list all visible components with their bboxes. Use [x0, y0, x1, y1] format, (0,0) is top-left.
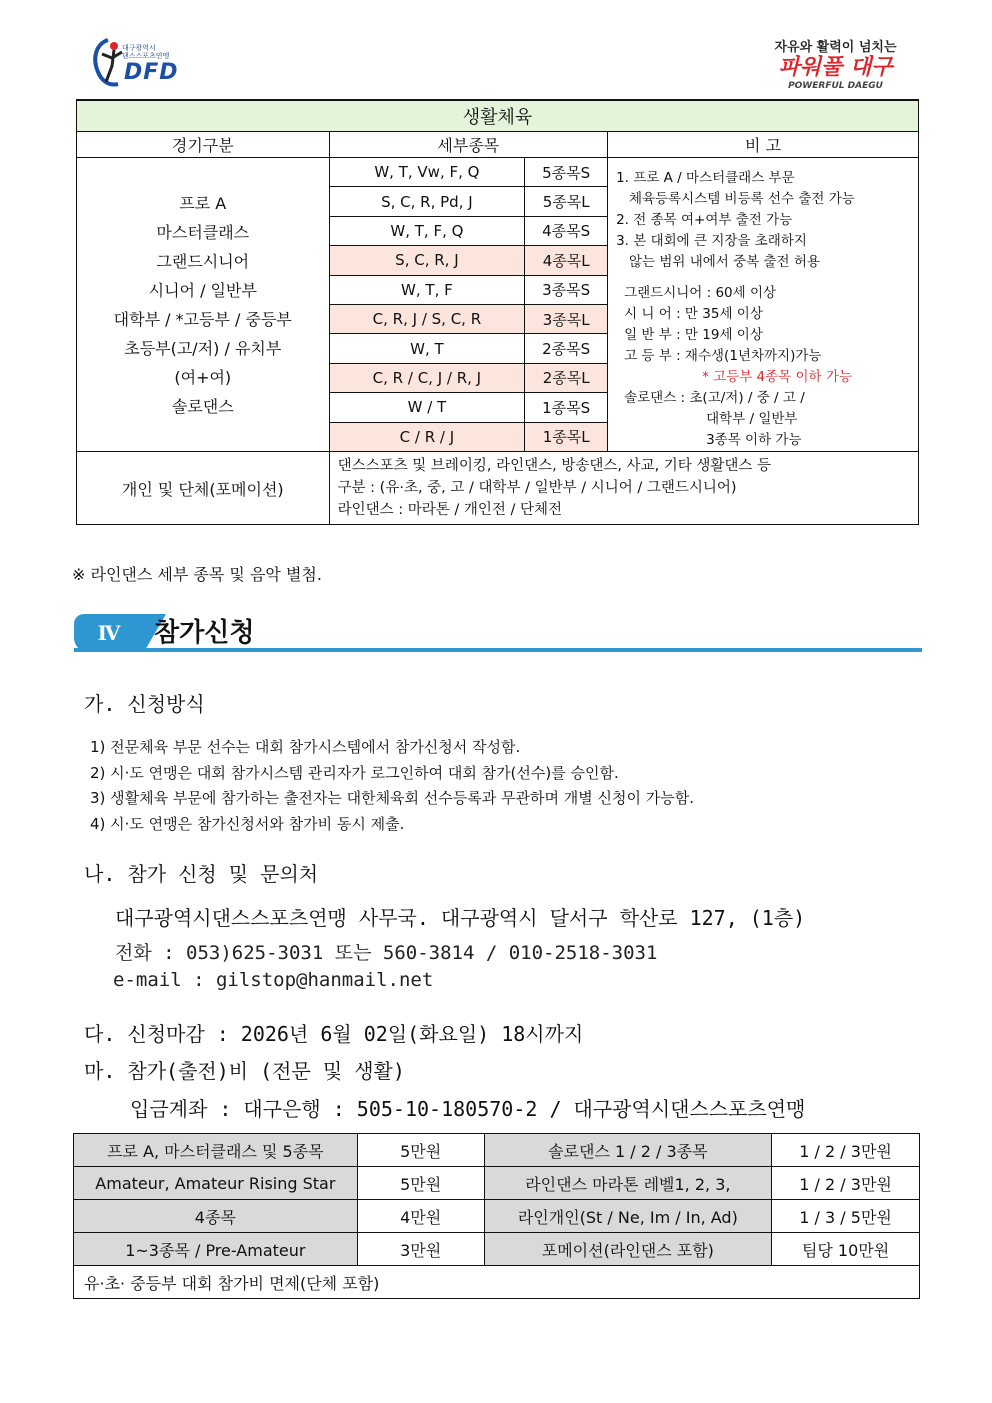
- fee-category: 4종목: [74, 1200, 358, 1233]
- age-line: 그랜드시니어 : 60세 이상: [624, 285, 777, 301]
- event-cell: S, C, R, J: [329, 246, 525, 275]
- event-cell: W, T: [329, 334, 525, 363]
- event-cell: W / T: [329, 393, 525, 422]
- division-line: 마스터클래스: [156, 222, 250, 242]
- phone: 전화 : 053)625-3031 또는 560-3814 / 010-2518-3031: [115, 942, 658, 964]
- count-cell: 3종목S: [525, 275, 608, 304]
- event-cell: W, T, F: [329, 275, 525, 304]
- count-cell: 2종목S: [525, 334, 608, 363]
- list-item: 4) 시·도 연맹은 참가신청서와 참가비 동시 제출.: [90, 814, 405, 833]
- subheading-da: 다. 신청마감 : 2026년 6월 02일(화요일) 18시까지: [84, 1022, 584, 1046]
- col-header: 경기구분: [77, 132, 330, 158]
- slogan-title: 파워풀 대구: [778, 55, 893, 80]
- email: e-mail : gilstop@hanmail.net: [113, 969, 434, 991]
- slogan: 자유와 활력이 넘치는: [774, 40, 897, 55]
- slogan-sub: POWERFUL DAEGU: [788, 81, 883, 91]
- table-title: 생활체육: [77, 100, 919, 132]
- event-cell: C / R / J: [329, 422, 525, 451]
- fee-amount: 4만원: [357, 1200, 484, 1233]
- count-cell: 2종목L: [525, 363, 608, 392]
- subheading-na: 나. 참가 신청 및 문의처: [84, 862, 319, 886]
- section-header: [74, 610, 922, 656]
- fee-category: 라인개인(St / Ne, Im / In, Ad): [484, 1200, 772, 1233]
- subheading-ga: 가. 신청방식: [84, 692, 205, 716]
- fee-category: 라인댄스 마라톤 레벨1, 2, 3,: [484, 1167, 772, 1200]
- logo-mark: DFD: [124, 60, 179, 85]
- division-line: 그랜드시니어: [156, 251, 250, 271]
- group-line: 구분 : (유·초, 중, 고 / 대학부 / 일반부 / 시니어 / 그랜드시니어): [337, 480, 737, 496]
- powerful-daegu-logo: [768, 36, 903, 96]
- fee-category: Amateur, Amateur Rising Star: [74, 1167, 358, 1200]
- footnote: ※ 라인댄스 세부 종목 및 음악 별첨.: [72, 565, 322, 584]
- dfd-logo: [88, 36, 208, 88]
- list-item: 1) 전문체육 부문 선수는 대회 참가시스템에서 참가신청서 작성함.: [90, 738, 521, 756]
- count-cell: 5종목S: [525, 158, 608, 187]
- group-line: 댄스스포츠 및 브레이킹, 라인댄스, 방송댄스, 사교, 기타 생활댄스 등: [337, 458, 772, 474]
- event-cell: S, C, R, Pd, J: [329, 187, 525, 216]
- age-note-red: * 고등부 4종목 이하 가능: [702, 369, 852, 385]
- group-cell: 개인 및 단체(포메이션): [77, 452, 330, 525]
- table-row: [74, 1266, 920, 1299]
- fee-amount: 1 / 2 / 3만원: [772, 1167, 920, 1200]
- solo-line: 솔로댄스 : 초(고/저) / 중 / 고 /: [624, 390, 805, 406]
- list-item: 2) 시·도 연맹은 대회 참가시스템 관리자가 로그인하여 대회 참가(선수)를 승인함.: [90, 763, 619, 782]
- logo-subtitle: 대구광역시 댄스스포츠연맹: [122, 44, 170, 60]
- fee-amount: 팀당 10만원: [772, 1233, 920, 1266]
- section-title: 참가신청: [154, 618, 255, 648]
- subheading-ma: 마. 참가(출전)비 (전문 및 생활): [84, 1059, 405, 1083]
- division-line: (여+여): [174, 367, 232, 387]
- count-cell: 4종목L: [525, 246, 608, 275]
- application-method-list: [90, 735, 694, 837]
- fee-table: [73, 1133, 920, 1299]
- division-line: 초등부(고/저) / 유치부: [124, 338, 282, 358]
- note-line: 체육등록시스템 비등록 선수 출전 가능: [616, 191, 855, 207]
- count-cell: 1종목L: [525, 422, 608, 451]
- fee-category: 포메이션(라인댄스 포함): [484, 1233, 772, 1266]
- age-line: 고 등 부 : 재수생(1년차까지)가능: [624, 348, 822, 364]
- bank-account: 입금계좌 : 대구은행 : 505-10-180570-2 / 대구광역시댄스스포츠연맹: [130, 1097, 806, 1121]
- fee-category: 프로 A, 마스터클래스 및 5종목: [74, 1134, 358, 1167]
- solo-line: 대학부 / 일반부: [706, 411, 798, 427]
- group-line: 라인댄스 : 마라톤 / 개인전 / 단체전: [337, 502, 562, 518]
- col-header: 비 고: [608, 132, 919, 158]
- division-cell: [77, 158, 330, 452]
- col-header: 세부종목: [329, 132, 608, 158]
- event-cell: C, R, J / S, C, R: [329, 304, 525, 333]
- division-line: 솔로댄스: [171, 396, 234, 416]
- note-line: 않는 범위 내에서 중복 출전 허용: [616, 254, 820, 270]
- remarks-cell: [608, 158, 919, 452]
- count-cell: 5종목L: [525, 187, 608, 216]
- fee-amount: 1 / 2 / 3만원: [772, 1134, 920, 1167]
- section-number: Ⅳ: [74, 614, 144, 652]
- table-row: [74, 1167, 920, 1200]
- fee-amount: 1 / 3 / 5만원: [772, 1200, 920, 1233]
- event-cell: W, T, Vw, F, Q: [329, 158, 525, 187]
- address: 대구광역시댄스스포츠연맹 사무국. 대구광역시 달서구 학산로 127, (1층): [115, 906, 806, 930]
- note-line: 3. 본 대회에 큰 지장을 초래하지: [616, 233, 807, 249]
- fee-category: 1~3종목 / Pre-Amateur: [74, 1233, 358, 1266]
- fee-amount: 5만원: [357, 1134, 484, 1167]
- event-table: [76, 99, 919, 525]
- division-line: 시니어 / 일반부: [148, 280, 257, 300]
- division-line: 대학부 / *고등부 / 중등부: [113, 309, 292, 329]
- age-line: 일 반 부 : 만 19세 이상: [624, 327, 763, 343]
- table-row: [74, 1200, 920, 1233]
- table-row: [74, 1134, 920, 1167]
- note-line: 1. 프로 A / 마스터클래스 부문: [616, 170, 795, 186]
- fee-category: 솔로댄스 1 / 2 / 3종목: [484, 1134, 772, 1167]
- list-item: 3) 생활체육 부문에 참가하는 출전자는 대한체육회 선수등록과 무관하며 개별 신청이 가능함.: [90, 789, 694, 807]
- fee-amount: 5만원: [357, 1167, 484, 1200]
- group-detail-cell: [329, 452, 918, 525]
- count-cell: 1종목S: [525, 393, 608, 422]
- fee-footnote: 유·초· 중등부 대회 참가비 면제(단체 포함): [74, 1266, 920, 1299]
- count-cell: 4종목S: [525, 216, 608, 245]
- fee-amount: 3만원: [357, 1233, 484, 1266]
- table-row: [74, 1233, 920, 1266]
- count-cell: 3종목L: [525, 304, 608, 333]
- event-cell: C, R / C, J / R, J: [329, 363, 525, 392]
- division-line: 프로 A: [179, 193, 227, 213]
- event-cell: W, T, F, Q: [329, 216, 525, 245]
- note-line: 2. 전 종목 여+여부 출전 가능: [616, 212, 793, 228]
- age-line: 시 니 어 : 만 35세 이상: [624, 306, 763, 322]
- solo-line: 3종목 이하 가능: [706, 432, 802, 448]
